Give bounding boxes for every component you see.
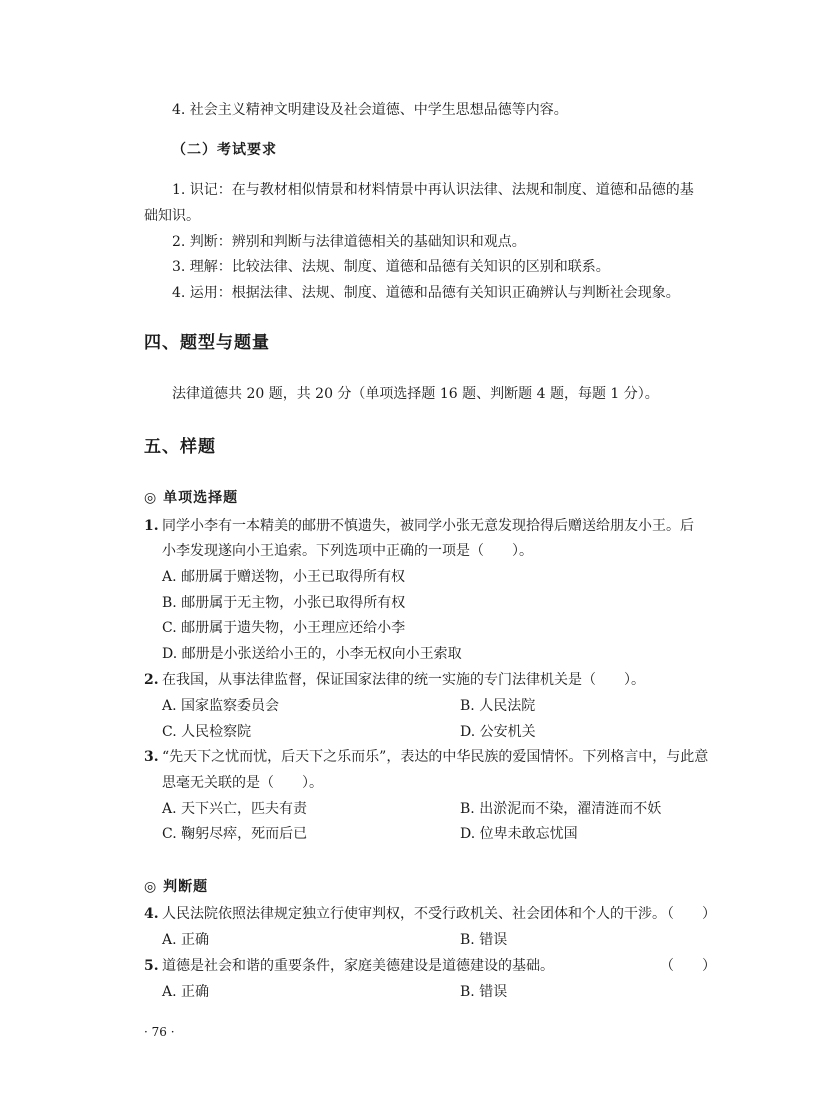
section-5-heading: 五、样题 [144,437,216,457]
question-5-text: 道德是社会和谐的重要条件，家庭美德建设是道德建设的基础。 [162,958,554,974]
content-item-4: 4. 社会主义精神文明建设及社会道德、中学生思想品德等内容。 [172,102,568,118]
requirement-2: 2. 判断：辨别和判断与法律道德相关的基础知识和观点。 [172,234,526,250]
question-1-option-c: C. 邮册属于遗失物，小王理应还给小李 [162,620,406,636]
question-2-option-a: A. 国家监察委员会 [162,698,280,714]
requirement-3: 3. 理解：比较法律、法规、制度、道德和品德有关知识的区别和联系。 [172,259,610,275]
question-2-line-1: 在我国，从事法律监督，保证国家法律的统一实施的专门法律机关是（ ）。 [162,672,645,688]
question-2-option-d: D. 公安机关 [460,724,536,740]
question-3-option-a: A. 天下兴亡，匹夫有责 [162,801,308,817]
question-1-option-a: A. 邮册属于赠送物，小王已取得所有权 [162,569,406,585]
question-3-line-1: “先天下之忧而忧，后天下之乐而乐”，表达的中华民族的爱国情怀。下列格言中，与此意 [162,749,709,765]
requirement-1-line-2: 础知识。 [144,208,200,224]
question-1-number: 1. [144,518,159,534]
question-3-line-2: 思毫无关联的是（ ）。 [162,775,323,791]
requirement-4: 4. 运用：根据法律、法规、制度、道德和品德有关知识正确辨认与判断社会现象。 [172,285,680,301]
question-4-option-a: A. 正确 [162,932,210,948]
question-5-number: 5. [144,958,159,974]
true-false-heading: ◎ 判断题 [144,879,209,895]
question-3-option-c: C. 鞠躬尽瘁，死而后已 [162,826,308,842]
question-4-text: 人民法院依照法律规定独立行使审判权，不受行政机关、社会团体和个人的干涉。 [162,906,666,922]
requirement-1-line-1: 1. 识记：在与教材相似情景和材料情景中再认识法律、法规和制度、道德和品德的基 [172,182,694,198]
question-5-option-b: B. 错误 [460,984,508,1000]
question-1-line-2: 小李发现遂向小王追索。下列选项中正确的一项是（ ）。 [162,543,533,559]
question-2-option-c: C. 人民检察院 [162,724,252,740]
question-1-line-1: 同学小李有一本精美的邮册不慎遗失，被同学小张无意发现拾得后赠送给朋友小王。后 [162,518,694,534]
section-4-heading: 四、题型与题量 [144,333,270,353]
question-1-option-b: B. 邮册属于无主物，小张已取得所有权 [162,595,406,611]
question-3-number: 3. [144,749,159,765]
requirements-heading: （二）考试要求 [172,142,277,158]
question-2-option-b: B. 人民法院 [460,698,536,714]
single-choice-heading: ◎ 单项选择题 [144,490,239,506]
question-4-answer-parens: （ ） [660,906,716,922]
question-3-option-b: B. 出淤泥而不染，濯清涟而不妖 [460,801,662,817]
page-number: · 76 · [144,1025,175,1039]
question-1-option-d: D. 邮册是小张送给小王的，小李无权向小王索取 [162,646,462,662]
question-3-option-d: D. 位卑未敢忘忧国 [460,826,578,842]
question-4-number: 4. [144,906,159,922]
question-5-option-a: A. 正确 [162,984,210,1000]
question-4-option-b: B. 错误 [460,932,508,948]
section-4-text: 法律道德共 20 题，共 20 分（单项选择题 16 题、判断题 4 题，每题 1 分）。 [172,386,659,402]
question-2-number: 2. [144,672,159,688]
question-5-answer-parens: （ ） [660,958,716,974]
